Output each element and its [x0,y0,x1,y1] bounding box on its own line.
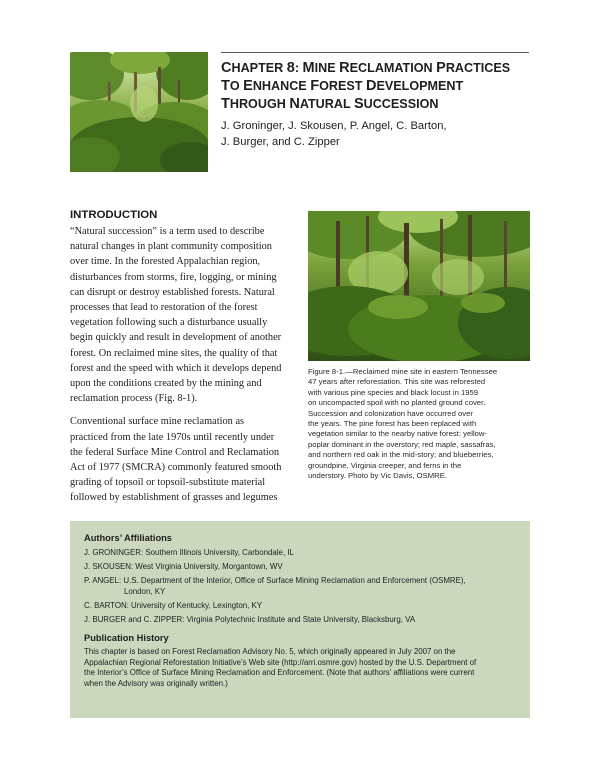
caption-line: Succession and colonization have occurred over [308,408,473,418]
text-line: forest and the speed with which it develops depend [70,362,282,374]
affiliation-text: J. SKOUSEN: West Virginia University, Morgantown, WV [84,562,283,571]
figure-8-1-caption [308,367,538,481]
publication-line: This chapter is based on Forest Reclamation Advisory No. 5, which originally appeared in July 2007 on the [84,647,456,656]
text-line: forest. On reclaimed mine sites, the quality of that [70,347,278,359]
affiliation-continuation: London, KY [124,587,166,596]
caption-line: and northern red oak in the mid-story; and blueberries, [308,450,494,460]
chapter-title-line-1: CHAPTER 8: MINE RECLAMATION PRACTICES [221,60,511,76]
caption-line: poplar dominant in the overstory; red maple, sassafras, [308,439,496,449]
caption-line: 47 years after reforestation. This site was reforested [308,377,486,387]
text-line: followed by establishment of grasses and legumes [70,492,278,504]
chapter-title-line-2: TO ENHANCE FOREST DEVELOPMENT [221,78,464,94]
chapter-authors [221,119,529,150]
text-line: can disrupt or destroy established forests. Natural [70,286,275,298]
affiliation-item [84,561,516,572]
publication-line: the Interior’s Office of Surface Mining Reclamation and Enforcement. (Note that authors’ affiliations were current [84,668,475,678]
authors-line-1: J. Groninger, J. Skousen, P. Angel, C. Barton, [221,120,447,132]
publication-history-heading: Publication History [84,633,169,643]
text-line: over time. In the forested Appalachian region, [70,256,261,268]
introduction-heading: INTRODUCTION [70,209,158,221]
intro-paragraph-2 [70,414,296,505]
caption-line: Figure 8-1.—Reclaimed mine site in eastern Tennessee [308,367,498,376]
text-line: vegetation following such a disturbance usually [70,317,268,329]
affiliation-item [84,575,516,597]
affiliation-item [84,614,516,625]
affiliation-text: P. ANGEL: U.S. Department of the Interior, Office of Surface Mining Reclamation and Enforcement (OSMRE), [84,576,466,585]
affiliations-list [84,547,516,625]
affiliation-item [84,600,516,611]
publication-line: Appalachian Regional Reforestation Initiative’s Web site (http://arri.osmre.gov) hosted by the U.S. Department of [84,657,477,667]
affiliation-text: J. BURGER and C. ZIPPER: Virginia Polytechnic Institute and State University, Blacksburg, VA [84,615,416,624]
caption-line: understory. Photo by Vic Davis, OSMRE. [308,471,447,481]
text-line: disturbances from storms, fire, logging, or mining [70,271,277,283]
text-line: the federal Surface Mine Control and Reclamation [70,446,280,458]
affiliation-text: J. GRONINGER: Southern Illinois University, Carbondale, IL [84,548,294,557]
text-line: upon the conditions created by the mining and [70,378,262,390]
header-forest-image [70,52,208,172]
intro-paragraph-1 [70,224,296,406]
publication-history-text [84,647,516,689]
publication-line: when the Advisory was originally written.) [84,678,228,688]
caption-line: the years. The pine forest has been replaced with [308,419,477,429]
affiliation-item [84,547,516,558]
chapter-title-line-3: THROUGH NATURAL SUCCESSION [221,96,439,112]
chapter-title-block [221,52,529,150]
caption-line: groundpine, Virginia creeper, and ferns in the [308,460,462,470]
text-line: reclamation process (Fig. 8-1). [70,393,198,405]
text-line: Act of 1977 (SMCRA) commonly featured smooth [70,462,282,474]
header-forest-photo [70,52,208,172]
affiliation-text: C. BARTON: University of Kentucky, Lexington, KY [84,601,263,610]
affiliations-heading: Authors’ Affiliations [84,533,172,543]
chapter-title [221,59,529,113]
caption-line: with various pine species and black locust in 1959 [308,387,479,397]
figure-8-1-photo [308,211,530,361]
text-line: “Natural succession” is a term used to describe [70,226,265,237]
text-line: natural changes in plant community composition [70,241,272,253]
text-line: begin quickly and result in development of another [70,332,282,344]
authors-line-2: J. Burger, and C. Zipper [221,135,340,148]
text-line: practiced from the late 1970s until recently under [70,431,275,443]
caption-line: vegetation similar to the nearby native forest: yellow- [308,429,488,439]
caption-line: on uncompacted spoil with no planted ground cover. [308,398,486,408]
text-line: processes that lead to restoration of the forest [70,302,258,314]
affiliations-box [70,521,530,718]
figure-forest-image [308,211,530,361]
text-line: grading of topsoil or topsoil-substitute material [70,477,266,489]
introduction-body [70,224,296,506]
text-line: Conventional surface mine reclamation as [70,416,245,428]
